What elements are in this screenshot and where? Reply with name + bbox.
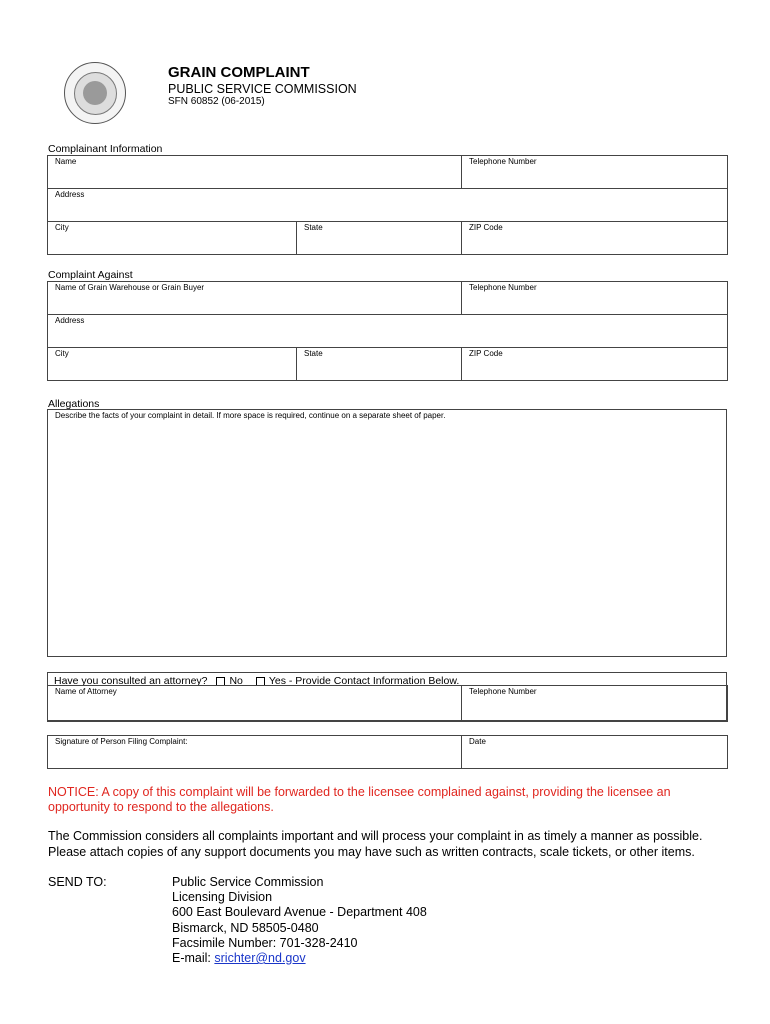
name-label: Name of Grain Warehouse or Grain Buyer [55, 283, 205, 292]
agency-name: PUBLIC SERVICE COMMISSION [168, 82, 357, 96]
fax-line: Facsimile Number: 701-328-2410 [172, 935, 358, 950]
against-state-field[interactable] [297, 348, 462, 381]
attorney-question: Have you consulted an attorney? [54, 675, 208, 687]
attorney-phone-field[interactable] [462, 686, 728, 722]
state-label: State [304, 223, 323, 232]
complainant-name-field[interactable] [48, 156, 462, 189]
state-label: State [304, 349, 323, 358]
attorney-name-field[interactable] [48, 686, 462, 722]
email-line [172, 951, 427, 966]
against-section-label: Complaint Against [48, 269, 133, 281]
phone-label: Telephone Number [469, 157, 537, 166]
address-label: Address [55, 190, 85, 199]
complainant-section-label: Complainant Information [48, 143, 163, 155]
complainant-state-field[interactable] [297, 222, 462, 255]
form-title: GRAIN COMPLAINT [168, 64, 310, 81]
yes-label: Yes - Provide Contact Information Below. [268, 675, 460, 687]
notice-text: NOTICE: A copy of this complaint will be forwarded to the licensee complained against, providing the licensee an opportunity to respond to the allegations. [48, 785, 671, 814]
form-number: SFN 60852 (06-2015) [168, 96, 265, 107]
signature-field[interactable] [48, 736, 462, 769]
against-zip-field[interactable] [462, 348, 728, 381]
send-to-label: SEND TO: [48, 875, 107, 889]
complainant-table [47, 155, 728, 255]
against-phone-field[interactable] [462, 282, 728, 315]
complainant-zip-field[interactable] [462, 222, 728, 255]
no-label: No [229, 675, 243, 687]
complainant-address-field[interactable] [48, 189, 728, 222]
state-seal-logo [64, 62, 126, 124]
commission-statement: The Commission considers all complaints important and will process your complaint in as timely a manner as possible. Please attach copies of any support documents you may have such as written contracts, scale tickets, or other items. [48, 829, 703, 859]
allegations-instructions: Describe the facts of your complaint in detail. If more space is required, continue on a separate sheet of paper. [55, 411, 446, 420]
attorney-name-label: Name of Attorney [55, 687, 117, 696]
zip-label: ZIP Code [469, 223, 503, 232]
signature-table [47, 735, 728, 769]
city-label: City [55, 223, 69, 232]
address-line-4: Bismarck, ND 58505-0480 [172, 920, 319, 935]
address-line-2: Licensing Division [172, 890, 273, 905]
allegations-textarea[interactable] [47, 409, 727, 657]
address-label: Address [55, 316, 85, 325]
name-label: Name [55, 157, 77, 166]
address-line-3: 600 East Boulevard Avenue - Department 408 [172, 905, 427, 920]
mailing-address [172, 875, 427, 966]
against-city-field[interactable] [48, 348, 297, 381]
against-address-field[interactable] [48, 315, 728, 348]
date-label: Date [469, 737, 486, 746]
date-field[interactable] [462, 736, 728, 769]
zip-label: ZIP Code [469, 349, 503, 358]
email-link[interactable]: srichter@nd.gov [214, 951, 306, 966]
city-label: City [55, 349, 69, 358]
email-prefix: E-mail: [172, 951, 215, 966]
against-name-field[interactable] [48, 282, 462, 315]
against-table [47, 281, 728, 381]
attorney-table [47, 685, 728, 722]
allegations-section-label: Allegations [48, 398, 100, 410]
address-line-1: Public Service Commission [172, 875, 324, 889]
complainant-city-field[interactable] [48, 222, 297, 255]
signature-label: Signature of Person Filing Complaint: [55, 737, 188, 746]
phone-label: Telephone Number [469, 283, 537, 292]
complainant-phone-field[interactable] [462, 156, 728, 189]
attorney-phone-label: Telephone Number [469, 687, 537, 696]
